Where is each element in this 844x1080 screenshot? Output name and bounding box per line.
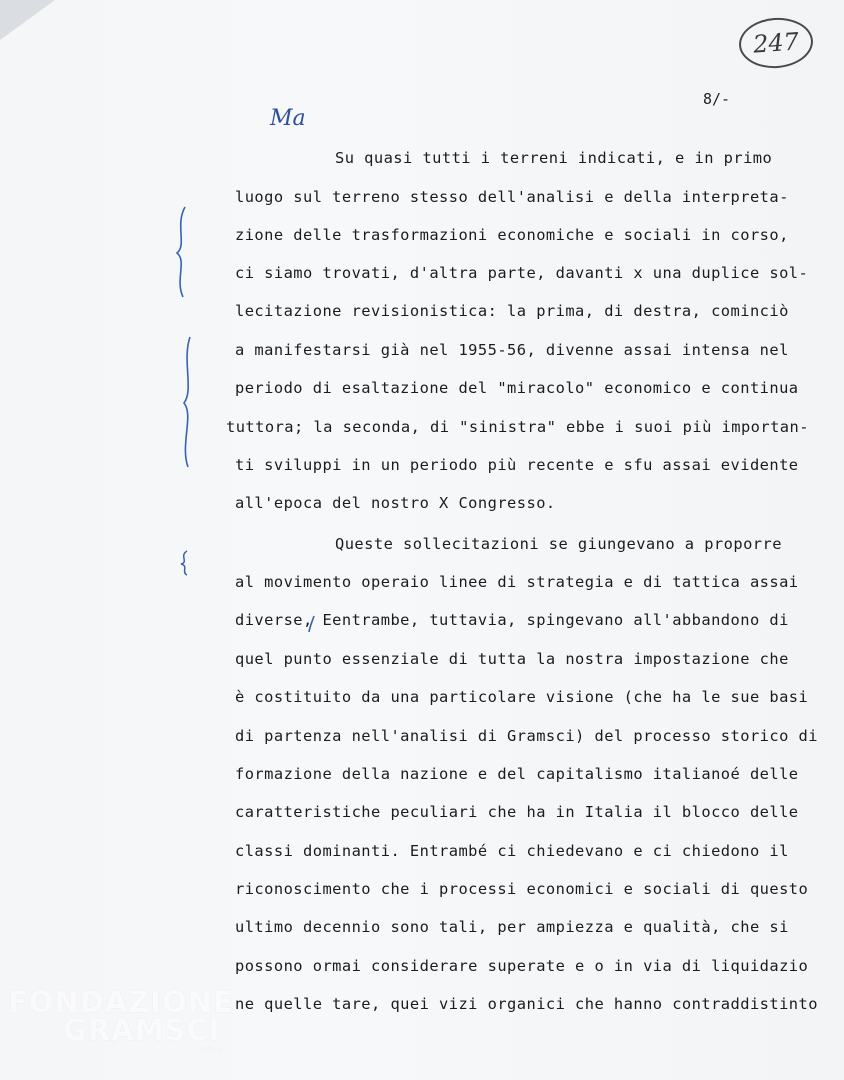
- text-line: lecitazione revisionistica: la prima, di destra, cominciò: [235, 302, 789, 320]
- text-line: caratteristiche peculiari che ha in Italia il blocco delle: [235, 803, 799, 821]
- text-line: quel punto essenziale di tutta la nostra impostazione che: [235, 650, 789, 668]
- text-line: a manifestarsi già nel 1955-56, divenne assai intensa nel: [235, 341, 789, 359]
- text-line: luogo sul terreno stesso dell'analisi e della interpreta-: [235, 188, 789, 206]
- text-line: di partenza nell'analisi di Gramsci) del processo storico di: [235, 727, 818, 745]
- text-line: è costituito da una particolare visione (che ha le sue basi: [235, 688, 809, 706]
- text-line: riconoscimento che i processi economici e sociali di questo: [235, 880, 809, 898]
- archive-number-circle: 247: [737, 15, 814, 70]
- fondazione-gramsci-watermark: [8, 985, 234, 1055]
- text-line: possono ormai considerare superate e o in via di liquidazio: [235, 957, 809, 975]
- text-line: Su quasi tutti i terreni indicati, e in primo: [335, 149, 773, 167]
- text-line: periodo di esaltazione del "miracolo" economico e continua: [235, 379, 799, 397]
- margin-bracket-icon: [165, 205, 195, 300]
- watermark-line2: GRAMSCI: [63, 1013, 221, 1047]
- handwritten-note: Ma: [270, 106, 306, 131]
- margin-mark-icon: [175, 548, 195, 578]
- text-line: classi dominanti. Entrambé ci chiedevano e ci chiedono il: [235, 842, 789, 860]
- text-line: formazione della nazione e del capitalismo italianoé delle: [235, 765, 799, 783]
- text-line: Queste sollecitazioni se giungevano a proporre: [335, 535, 782, 553]
- text-line: zione delle trasformazioni economiche e sociali in corso,: [235, 226, 789, 244]
- margin-bracket-icon: [172, 335, 202, 470]
- text-line: ne quelle tare, quei vizi organici che hanno contraddistinto: [235, 995, 818, 1013]
- text-line: all'epoca del nostro X Congresso.: [235, 494, 556, 512]
- watermark-line1: FONDAZIONE: [8, 985, 234, 1019]
- text-line: diverse, Eentrambe, tuttavia, spingevano all'abbandono di: [235, 611, 789, 629]
- correction-mark-icon: [306, 612, 318, 634]
- text-line: tuttora; la seconda, di "sinistra" ebbe i suoi più importan-: [226, 418, 809, 436]
- folded-corner: [0, 0, 55, 40]
- text-line: al movimento operaio linee di strategia e di tattica assai: [235, 573, 799, 591]
- watermark-small: onlus: [198, 1045, 223, 1055]
- text-line: ti sviluppi in un periodo più recente e sfu assai evidente: [235, 456, 799, 474]
- page-number: 8/-: [703, 90, 731, 108]
- text-line: ultimo decennio sono tali, per ampiezza e qualità, che si: [235, 918, 789, 936]
- text-line: ci siamo trovati, d'altra parte, davanti x una duplice sol-: [235, 264, 809, 282]
